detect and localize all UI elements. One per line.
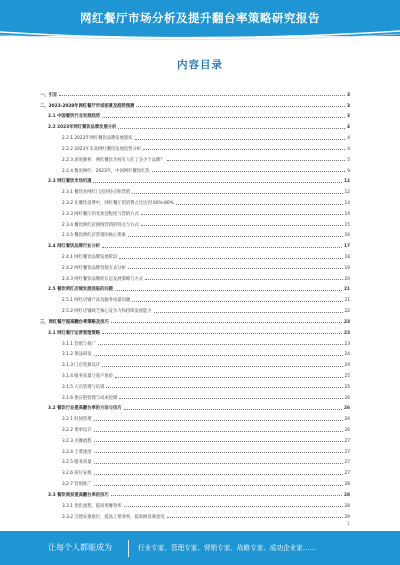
toc-entry-page: 21 xyxy=(344,287,350,293)
toc-dot-leader xyxy=(135,139,346,140)
toc-entry[interactable] xyxy=(40,314,350,325)
toc-entry[interactable] xyxy=(40,87,350,98)
toc-dot-leader xyxy=(94,463,343,464)
toc-entry[interactable] xyxy=(40,228,350,239)
toc-entry-title: 2.3.4 餐饮网红店网络营销的特点与方式 xyxy=(62,222,139,228)
toc-entry-page: 24 xyxy=(344,352,350,358)
footer-bar xyxy=(0,531,400,565)
toc-entry[interactable] xyxy=(40,119,350,130)
table-of-contents xyxy=(40,87,350,520)
toc-entry[interactable] xyxy=(40,336,350,347)
toc-entry[interactable] xyxy=(40,141,350,152)
toc-entry-title: 3.1.2 菜品研发 xyxy=(62,352,92,358)
toc-entry[interactable] xyxy=(40,347,350,358)
toc-entry-page: 19 xyxy=(344,265,350,271)
toc-dot-leader xyxy=(152,171,346,172)
toc-entry[interactable] xyxy=(40,509,350,520)
toc-entry[interactable] xyxy=(40,249,350,260)
toc-entry[interactable] xyxy=(40,195,350,206)
toc-entry-page: 26 xyxy=(344,417,350,423)
toc-dot-leader xyxy=(136,106,345,107)
toc-dot-leader xyxy=(154,312,343,313)
toc-dot-leader xyxy=(93,182,342,183)
toc-entry[interactable] xyxy=(40,303,350,314)
toc-dot-leader xyxy=(167,517,343,518)
toc-entry[interactable] xyxy=(40,411,350,422)
toc-entry-title: 一、引言 xyxy=(40,92,58,98)
toc-entry[interactable] xyxy=(40,163,350,174)
toc-entry-title: 3.2.1 时间管理 xyxy=(62,417,92,423)
toc-entry-title: 3.2.3 点餐流程 xyxy=(62,438,92,444)
toc-entry-title: 2.3.5 餐饮网红店营销的核心要素 xyxy=(62,233,126,239)
toc-entry[interactable] xyxy=(40,217,350,228)
toc-entry-title: 3.1.5 人员管理与培训 xyxy=(62,384,105,390)
toc-entry-page: 26 xyxy=(344,428,350,433)
toc-dot-leader xyxy=(94,431,343,432)
toc-dot-leader xyxy=(59,95,345,96)
toc-dot-leader xyxy=(106,387,342,388)
toc-entry-title: 3.2.5 服务质量 xyxy=(62,460,92,466)
toc-entry-title: 2.4.3 网红餐饮品牌的长远发展策略与方式 xyxy=(62,276,144,282)
toc-entry-page: 14 xyxy=(344,211,350,217)
toc-entry-page: 20 xyxy=(344,276,350,282)
toc-dot-leader xyxy=(115,290,342,291)
toc-dot-leader xyxy=(145,279,342,280)
toc-entry-page: 18 xyxy=(344,255,350,260)
toc-entry-page: 26 xyxy=(344,406,350,412)
report-title: 网红餐厅市场分析及提升翻台率策略研究报告 xyxy=(80,11,320,25)
toc-dot-leader xyxy=(94,485,343,486)
toc-entry-title: 2.1 中国餐饮行业发展趋势 xyxy=(48,114,101,120)
toc-entry-page: 3 xyxy=(347,114,350,120)
toc-dot-leader xyxy=(141,225,343,226)
toc-entry-title: 3.3 餐饮商家提高翻台率的技巧 xyxy=(48,492,109,498)
toc-entry-page: 4 xyxy=(347,146,350,152)
toc-entry-title: 2.3.3 网红餐厅的受欢迎程度与营销方式 xyxy=(62,211,139,217)
toc-entry[interactable] xyxy=(40,379,350,390)
toc-entry-title: 3.3.1 优化流程，提高用餐效率 xyxy=(62,503,122,509)
toc-entry[interactable] xyxy=(40,433,350,444)
toc-entry-title: 2.3.2 在餐饮消费中，网红餐厅的消费占比达到 60%-80% xyxy=(62,200,174,206)
toc-dot-leader xyxy=(176,204,343,205)
toc-dot-leader xyxy=(128,236,343,237)
toc-entry[interactable] xyxy=(40,98,350,109)
toc-entry-title: 三、网红餐厅提高翻台率策略及技巧 xyxy=(40,319,109,325)
toc-entry[interactable] xyxy=(40,476,350,487)
toc-entry[interactable] xyxy=(40,390,350,401)
toc-dot-leader xyxy=(94,355,343,356)
toc-dot-leader xyxy=(141,214,343,215)
toc-entry[interactable] xyxy=(40,271,350,282)
toc-dot-leader xyxy=(98,344,343,345)
toc-entry[interactable] xyxy=(40,206,350,217)
toc-entry[interactable] xyxy=(40,455,350,466)
toc-entry-page: 22 xyxy=(344,309,350,315)
toc-entry[interactable] xyxy=(40,368,350,379)
toc-dot-leader xyxy=(102,247,342,248)
toc-entry-title: 2.5.2 网红店铺缺乏核心竞争力和持续发展能力 xyxy=(62,309,152,315)
toc-dot-leader xyxy=(119,258,342,259)
toc-entry[interactable] xyxy=(40,498,350,509)
toc-heading: 内容目录 xyxy=(177,59,223,71)
toc-entry-title: 3.2.4 上菜速度 xyxy=(62,449,92,455)
toc-entry-page: 23 xyxy=(344,319,350,325)
toc-dot-leader xyxy=(132,193,342,194)
toc-entry-title: 2.4.2 网红餐饮品牌营销方式分析 xyxy=(62,265,126,271)
toc-entry-title: 3.3.2 合理安排座位，提高上菜效率，提高顾客满意度 xyxy=(62,514,165,520)
toc-entry-page: 16 xyxy=(344,233,350,239)
toc-dot-leader xyxy=(94,474,343,475)
toc-entry-page: 23 xyxy=(344,341,350,347)
toc-entry-title: 2.2 2023年网红餐饮品牌发展分析 xyxy=(48,125,117,131)
toc-entry-page: 27 xyxy=(344,438,350,444)
toc-entry-title: 3.1.6 供应链管理与成本控制 xyxy=(62,395,118,401)
toc-entry-page: 28 xyxy=(344,482,350,488)
toc-entry-title: 2.2.3 深度解析：网红餐饮为何有人红了多少个品牌？ xyxy=(62,157,165,163)
toc-dot-leader xyxy=(102,333,342,334)
toc-dot-leader xyxy=(102,366,342,367)
toc-entry-page: 26 xyxy=(344,395,350,401)
toc-entry[interactable] xyxy=(40,130,350,141)
page-number: 1 xyxy=(347,521,350,526)
toc-entry-page: 21 xyxy=(344,298,350,304)
toc-entry[interactable] xyxy=(40,487,350,498)
toc-entry-page: 25 xyxy=(344,384,350,390)
toc-dot-leader xyxy=(124,506,343,507)
toc-entry-title: 2.2.1 2023年网红餐饮品牌发展现状 xyxy=(62,136,133,142)
toc-entry[interactable] xyxy=(40,260,350,271)
toc-entry-title: 3.2.6 座位安排 xyxy=(62,471,92,477)
toc-dot-leader xyxy=(115,377,343,378)
toc-entry-title: 2.2.4 数说网红：2023年，中国网红餐饮红热 xyxy=(62,168,150,174)
toc-entry-title: 3.1 网红餐厅运营管理策略 xyxy=(48,330,101,336)
toc-entry-page: 12 xyxy=(344,190,350,196)
toc-entry-title: 3.1.3 门店装修设计 xyxy=(62,363,101,369)
toc-dot-leader xyxy=(128,268,343,269)
toc-dot-leader xyxy=(94,452,343,453)
toc-entry[interactable] xyxy=(40,357,350,368)
toc-entry[interactable] xyxy=(40,174,350,185)
toc-entry-page: 9 xyxy=(347,168,350,174)
toc-entry[interactable] xyxy=(40,238,350,249)
toc-dot-leader xyxy=(111,495,342,496)
toc-entry[interactable] xyxy=(40,109,350,120)
toc-dot-leader xyxy=(167,160,346,161)
toc-entry-title: 3.2.2 菜单设计 xyxy=(62,428,92,433)
toc-entry-page: 3 xyxy=(347,92,350,98)
toc-entry-page: 23 xyxy=(344,330,350,336)
toc-dot-leader xyxy=(94,420,343,421)
toc-entry-title: 2.4.1 网红餐饮品牌发展阶段 xyxy=(62,255,118,260)
toc-dot-leader xyxy=(143,149,345,150)
toc-entry-title: 3.2.7 营销推广 xyxy=(62,482,92,488)
toc-entry-page: 28 xyxy=(344,492,350,498)
toc-entry-page: 4 xyxy=(347,136,350,142)
toc-entry-page: 25 xyxy=(344,373,350,379)
toc-entry-page: 17 xyxy=(344,244,350,250)
toc-dot-leader xyxy=(119,398,342,399)
toc-entry-page: 27 xyxy=(344,449,350,455)
header-wave-decoration xyxy=(0,26,400,40)
footer-slogan-right: 行业专家、管理专家、营销专家、战略专家、成功企业家…… xyxy=(138,544,317,552)
toc-entry-title: 二、2023-2028年网红餐厅市场前景及趋势预测 xyxy=(40,103,135,109)
toc-entry-page: 29 xyxy=(344,514,350,520)
toc-dot-leader xyxy=(118,128,345,129)
toc-entry-title: 2.2.2 2023年未来网红餐饮发展趋势分析 xyxy=(62,146,142,152)
toc-dot-leader xyxy=(111,322,342,323)
toc-dot-leader xyxy=(124,409,342,410)
toc-entry[interactable] xyxy=(40,444,350,455)
toc-entry-title: 2.5.1 网红店铺产品及服务质量问题 xyxy=(62,298,131,304)
toc-entry-title: 2.4 网红餐饮品牌行业分析 xyxy=(48,244,101,250)
toc-entry-page: 5 xyxy=(347,157,350,163)
toc-dot-leader xyxy=(132,301,342,302)
toc-entry-title: 2.5 餐饮网红店铺发展面临的问题 xyxy=(48,287,113,293)
toc-entry-page: 27 xyxy=(344,460,350,466)
toc-dot-leader xyxy=(102,117,345,118)
toc-entry-page: 12 xyxy=(344,179,350,185)
toc-entry-page: 14 xyxy=(344,200,350,206)
toc-entry-title: 2.3 网红餐饮市场机遇 xyxy=(48,179,92,185)
toc-entry[interactable] xyxy=(40,292,350,303)
toc-entry-page: 4 xyxy=(347,125,350,131)
toc-entry[interactable] xyxy=(40,422,350,433)
toc-entry-page: 27 xyxy=(344,471,350,477)
toc-entry[interactable] xyxy=(40,465,350,476)
toc-entry-page: 28 xyxy=(344,503,350,509)
toc-entry-page: 24 xyxy=(344,363,350,369)
toc-entry-title: 3.1.1 营销与推广 xyxy=(62,341,96,347)
toc-entry[interactable] xyxy=(40,401,350,412)
toc-entry-title: 3.1.4 服务质量与客户体验 xyxy=(62,373,113,379)
toc-entry[interactable] xyxy=(40,184,350,195)
toc-entry-page: 15 xyxy=(344,222,350,228)
toc-entry-title: 3.2 餐饮行业提高翻台率的方法与技巧 xyxy=(48,406,122,412)
toc-entry[interactable] xyxy=(40,325,350,336)
toc-entry[interactable] xyxy=(40,282,350,293)
toc-dot-leader xyxy=(94,441,343,442)
footer-divider xyxy=(128,540,129,557)
footer-slogan-left: 让每个人都能成为 xyxy=(48,543,112,552)
toc-entry-page: 3 xyxy=(347,103,350,109)
toc-entry[interactable] xyxy=(40,152,350,163)
toc-entry-title: 2.3.1 餐饮业网红门店的特点和营销 xyxy=(62,190,131,196)
